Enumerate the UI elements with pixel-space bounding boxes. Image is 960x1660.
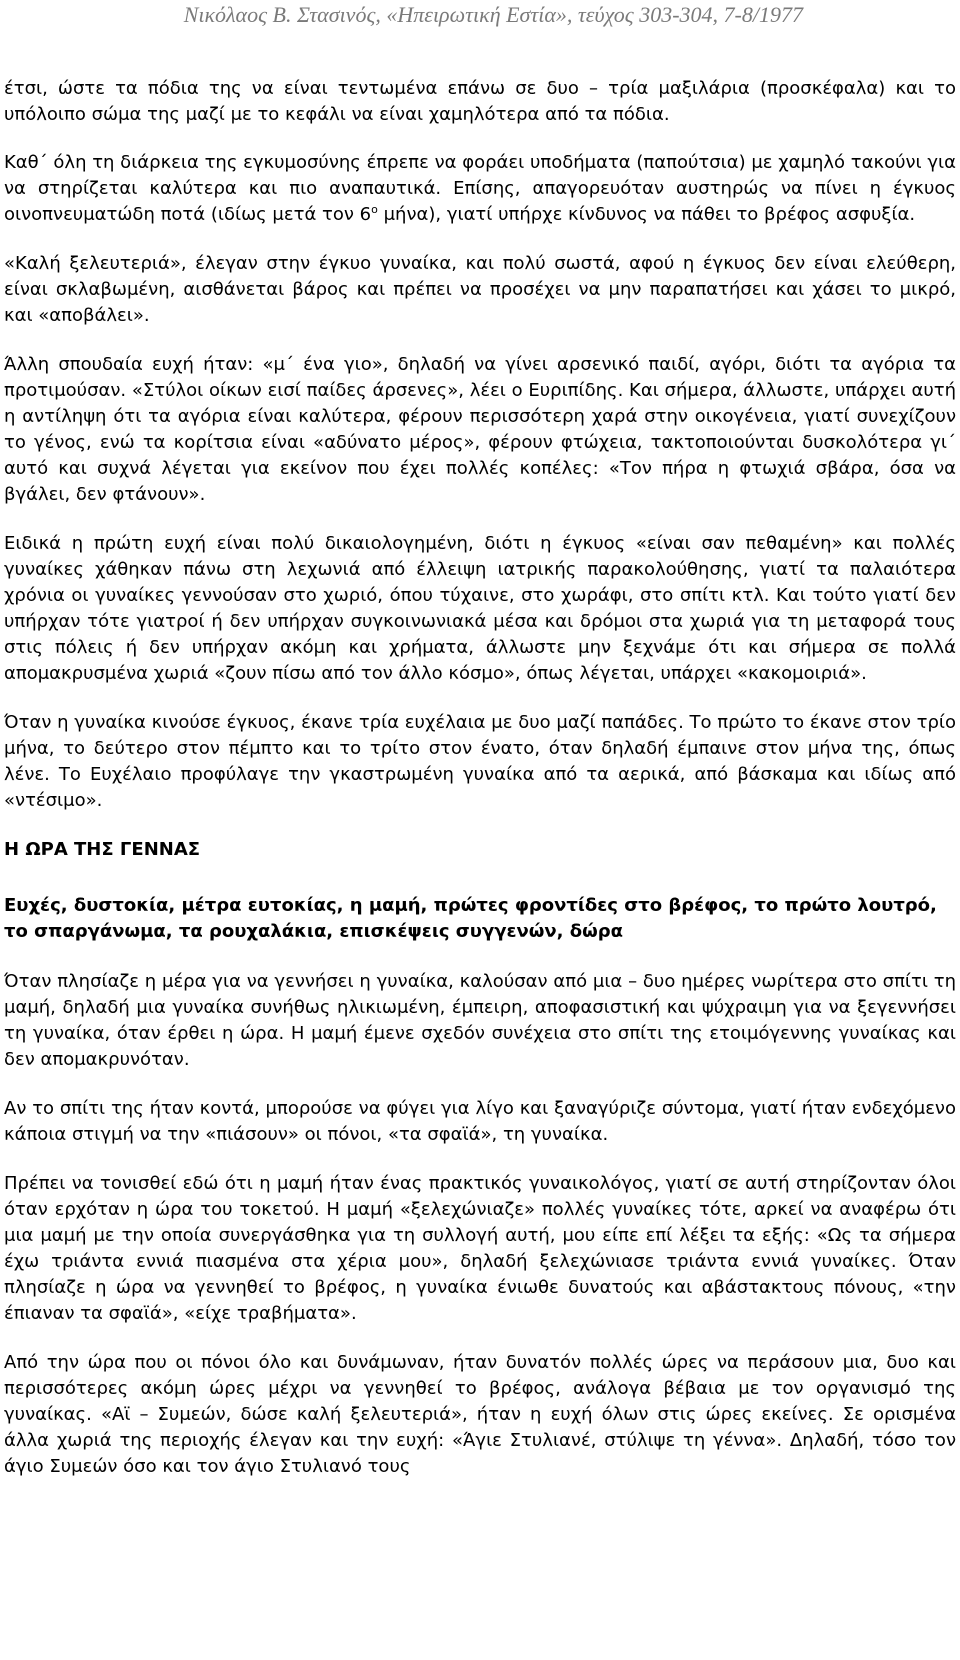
ordinal-superscript: ο: [371, 203, 378, 216]
paragraph: Άλλη σπουδαία ευχή ήταν: «μ΄ ένα γιο», δηλαδή να γίνει αρσενικό παιδί, αγόρι, διότι τα αγόρια τα προτιμούσαν. «Στύλοι οίκων εισί παίδες άρσενες», λέει ο Ευριπίδης. Και σήμερα, άλλωστε, υπάρχει αυτή η αντίληψη ότι τα αγόρια είναι καλύτερα, φέρουν περισσότερη χαρά στην οικογένεια, γιατί συνεχίζουν το γένος, ενώ τα κορίτσια είναι «αδύνατο μέρος», φέρουν φτώχεια, τακτοποιούνται δυσκολότερα γι΄ αυτό και συχνά λέγεται για εκείνον που έχει πολλές κοπέλες: «Τον πήρα η φτωχιά σβάρα, όσα να βγάλει, δεν φτάνουν».: [4, 354, 956, 505]
paragraph: [4, 150, 956, 228]
running-header: Νικόλαος Β. Στασινός, «Ηπειρωτική Εστία», τεύχος 303-304, 7-8/1977: [183, 2, 803, 27]
section-title: Η ΩΡΑ ΤΗΣ ΓΕΝΝΑΣ: [4, 839, 201, 860]
paragraph: Όταν πλησίαζε η μέρα για να γεννήσει η γυναίκα, καλούσαν από μια – δυο ημέρες νωρίτερα στο σπίτι τη μαμή, δηλαδή μια γυναίκα συνήθως ηλικιωμένη, έμπειρη, αποφασιστική και ψύχραιμη για να ξεγεννήσει τη γυναίκα, όταν έρθει η ώρα. Η μαμή έμενε σχεδόν συνέχεια στο σπίτι της ετοιμόγεννης γυναίκας και δεν απομακρυνόταν.: [4, 971, 956, 1070]
paragraph: Ειδικά η πρώτη ευχή είναι πολύ δικαιολογημένη, διότι η έγκυος «είναι σαν πεθαμένη» και πολλές γυναίκες χάθηκαν πάνω στη λεχωνιά από έλλειψη ιατρικής παρακολούθησης, γιατί τα παλαιότερα χρόνια οι γυναίκες γεννούσαν στο χωριό, όπου τύχαινε, στο χωράφι, στο σπίτι κτλ. Και τούτο γιατί δεν υπήρχαν τότε γιατροί ή δεν υπήρχαν συγκοινωνιακά μέσα και δρόμοι στα χωριά για τη μεταφορά τους στις πόλεις ή δεν υπήρχαν ακόμη και χρήματα, άλλωστε μην ξεχνάμε ότι και σήμερα σε πολλά απομακρυσμένα χωριά «ζουν πίσω από τον άλλο κόσμο», όπως λέγεται, υπάρχει «κακομοιριά».: [4, 533, 956, 684]
section-subtitle: Ευχές, δυστοκία, μέτρα ευτοκίας, η μαμή, πρώτες φροντίδες στο βρέφος, το πρώτο λουτρό, το σπαργάνωμα, τα ρουχαλάκια, επισκέψεις συγγενών, δώρα: [4, 895, 937, 942]
paragraph: έτσι, ώστε τα πόδια της να είναι τεντωμένα επάνω σε δυο – τρία μαξιλάρια (προσκέφαλα) και το υπόλοιπο σώμα της μαζί με το κεφάλι να είναι χαμηλότερα από τα πόδια.: [4, 78, 956, 125]
paragraph: Πρέπει να τονισθεί εδώ ότι η μαμή ήταν ένας πρακτικός γυναικολόγος, γιατί σε αυτή στηρίζονταν όλοι όταν ερχόταν η ώρα του τοκετού. Η μαμή «ξελεχώνιαζε» πολλές γυναίκες τότε, αρκεί να αναφέρω ότι μια μαμή με την οποία συνεργάσθηκα για τη συλλογή αυτή, μου είπε επί λέξει τα εξής: «Ως τα σήμερα έχω τριάντα εννιά πιασμένα στα χέρια μου», δηλαδή ξελεχώνιασε τριάντα εννιά γυναίκες. Όταν πλησίαζε η ώρα να γεννηθεί το βρέφος, η γυναίκα ένιωθε δυνατούς και αβάστακτους πόνους, «την έπιαναν τα σφαϊά», «είχε τραβήματα».: [4, 1173, 956, 1324]
paragraph: Αν το σπίτι της ήταν κοντά, μπορούσε να φύγει για λίγο και ξαναγύριζε σύντομα, γιατί ήταν ενδεχόμενο κάποια στιγμή να την «πιάσουν» οι πόνοι, «τα σφαϊά», τη γυναίκα.: [4, 1098, 956, 1145]
paragraph-text: Καθ΄ όλη τη διάρκεια της εγκυμοσύνης έπρεπε να φοράει υποδήματα (παπούτσια) με χαμηλό τακούνι για να στηρίζεται καλύτερα και πιο αναπαυτικά. Επίσης, απαγορευόταν αυστηρώς να πίνει η έγκυος οινοπνευματώδη ποτά (ιδίως μετά τον 6: [4, 152, 956, 225]
paragraph: «Καλή ξελευτεριά», έλεγαν στην έγκυο γυναίκα, και πολύ σωστά, αφού η έγκυος δεν είναι ελεύθερη, είναι σκλαβωμένη, αισθάνεται βάρος και πρέπει να προσέχει να μην παραπατήσει και χάσει το μικρό, και «αποβάλει».: [4, 253, 956, 326]
document-body: [4, 76, 956, 1480]
paragraph-text-tail: μήνα), γιατί υπήρχε κίνδυνος να πάθει το βρέφος ασφυξία.: [377, 204, 916, 225]
paragraph: Όταν η γυναίκα κινούσε έγκυος, έκανε τρία ευχέλαια με δυο μαζί παπάδες. Το πρώτο το έκανε στον τρίο μήνα, το δεύτερο στον πέμπτο και το τρίτο στον ένατο, όταν δηλαδή έμπαινε στον μήνα της, όπως λένε. Το Ευχέλαιο προφύλαγε την γκαστρωμένη γυναίκα από τα αερικά, από βάσκαμα και ιδίως από «ντέσιμο».: [4, 712, 956, 811]
paragraph: Από την ώρα που οι πόνοι όλο και δυνάμωναν, ήταν δυνατόν πολλές ώρες να περάσουν μια, δυο και περισσότερες ακόμη ώρες μέχρι να γεννηθεί το βρέφος, ανάλογα βέβαια με τον οργανισμό της γυναίκας. «Αϊ – Συμεών, δώσε καλή ξελευτεριά», ήταν η ευχή όλων στις ώρες εκείνες. Σε ορισμένα άλλα χωριά της περιοχής έλεγαν και την ευχή: «Άγιε Στυλιανέ, στύλιψε τη γέννα». Δηλαδή, τόσο τον άγιο Συμεών όσο και τον άγιο Στυλιανό τους: [4, 1352, 956, 1477]
